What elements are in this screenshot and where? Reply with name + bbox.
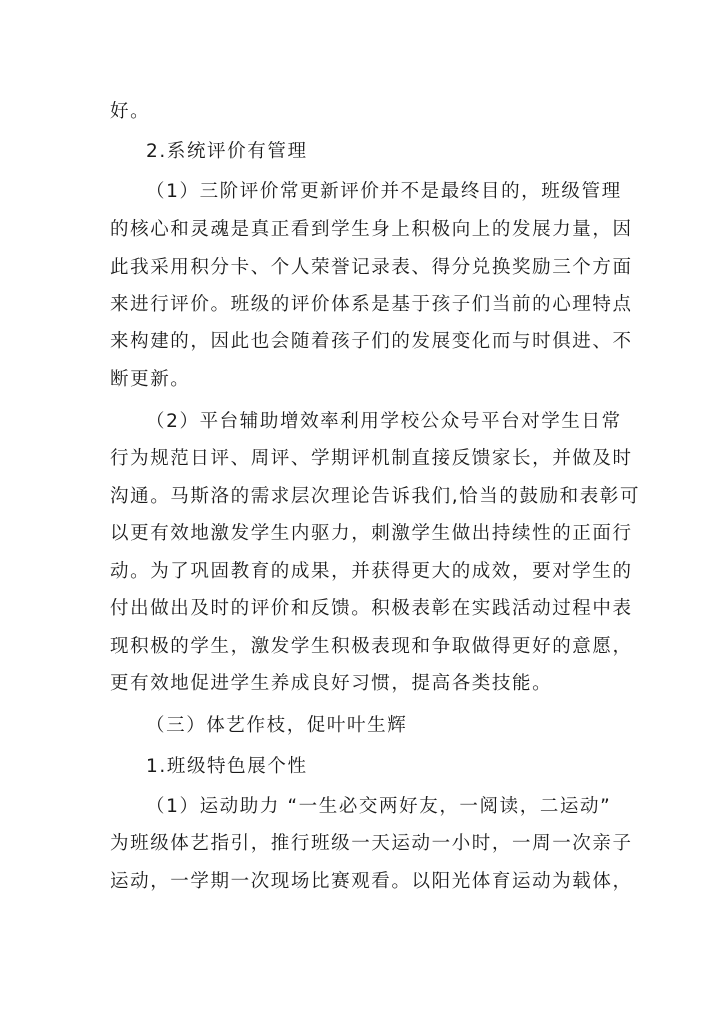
text-line: 运动，一学期一次现场比赛观看。以阳光体育运动为载体，	[110, 871, 633, 892]
text-line: 来进行评价。班级的评价体系是基于孩子们当前的心理特点	[110, 294, 633, 315]
text-line: （1）三阶评价常更新评价并不是最终目的，班级管理	[146, 181, 622, 202]
text-line: 为班级体艺指引，推行班级一天运动一小时，一周一次亲子	[110, 833, 633, 854]
text-line: 以更有效地激发学生内驱力，刺激学生做出持续性的正面行	[110, 523, 633, 544]
text-line: （1）运动助力 “一生必交两好友，一阅读，二运动”	[146, 796, 612, 817]
text-line: 断更新。	[110, 369, 191, 390]
text-line: （2）平台辅助增效率利用学校公众号平台对学生日常	[146, 411, 622, 432]
text-line: 现积极的学生，激发学生积极表现和争取做得更好的意愿，	[110, 636, 633, 657]
text-line: 的核心和灵魂是真正看到学生身上积极向上的发展力量，因	[110, 219, 633, 240]
text-line: 更有效地促进学生养成良好习惯，提高各类技能。	[110, 673, 553, 694]
text-line: 来构建的，因此也会随着孩子们的发展变化而与时俱进、不	[110, 331, 633, 352]
section-heading: 2.系统评价有管理	[146, 141, 308, 162]
text-line: 动。为了巩固教育的成果，并获得更大的成效，要对学生的	[110, 561, 633, 582]
section-heading: （三）体艺作枝，促叶叶生辉	[146, 715, 408, 736]
text-line: 沟通。马斯洛的需求层次理论告诉我们,恰当的鼓励和表彰可	[110, 486, 641, 507]
text-line: 此我采用积分卡、个人荣誉记录表、得分兑换奖励三个方面	[110, 257, 633, 278]
text-line: 付出做出及时的评价和反馈。积极表彰在实践活动过程中表	[110, 598, 633, 619]
section-heading: 1.班级特色展个性	[146, 756, 308, 777]
text-line: 好。	[110, 101, 151, 122]
text-line: 行为规范日评、周评、学期评机制直接反馈家长，并做及时	[110, 448, 633, 469]
